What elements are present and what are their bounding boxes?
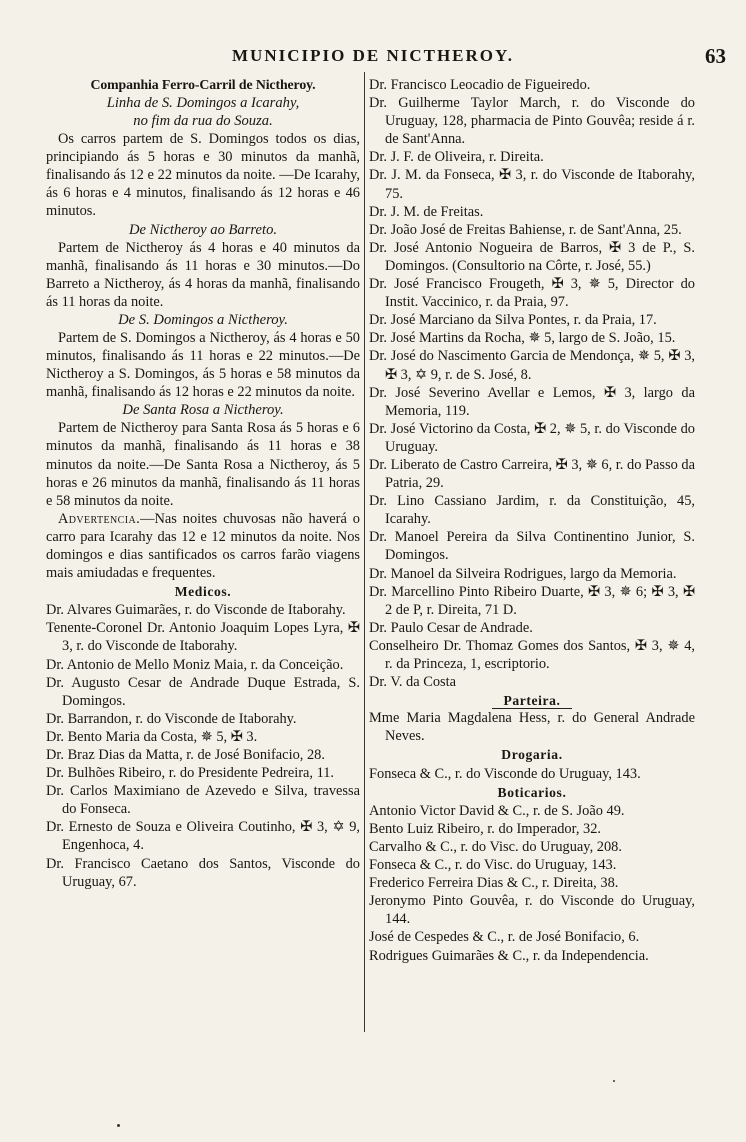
boticarios-list — [369, 802, 695, 965]
list-item: Frederico Ferreira Dias & C., r. Direita, 38. — [369, 875, 619, 892]
list-item: Dr. João José de Freitas Bahiense, r. de Sant'Anna, 25. — [369, 221, 682, 238]
list-item: Dr. José Marciano da Silva Pontes, r. da Praia, 17. — [369, 312, 657, 329]
list-item: Dr. Carlos Maximiano de Azevedo e Silva, travessa do Fonseca. — [46, 783, 360, 818]
parteira-list — [369, 709, 695, 745]
route-title: De Nictheroy ao Barreto. — [128, 221, 278, 238]
company-title: Companhia Ferro-Carril de Nictheroy. — [90, 77, 316, 92]
list-item: Dr. Antonio de Mello Moniz Maia, r. da Conceição. — [46, 656, 344, 673]
list-item: Antonio Victor David & C., r. de S. João 49. — [369, 802, 625, 819]
medicos-list — [46, 601, 360, 891]
list-item: Dr. Guilherme Taylor March, r. do Visconde do Uruguay, 128, pharmacia de Pinto Gouvêa; reside á r. de Sant'Anna. — [369, 95, 695, 148]
list-item: Carvalho & C., r. do Visc. do Uruguay, 208. — [369, 838, 622, 855]
list-item: José de Cespedes & C., r. de José Bonifacio, 6. — [369, 929, 640, 946]
right-column — [369, 76, 695, 965]
list-item: Mme Maria Magdalena Hess, r. do General Andrade Neves. — [369, 710, 695, 745]
page-number: 63 — [705, 44, 726, 68]
list-item: Dr. Paulo Cesar de Andrade. — [369, 619, 533, 636]
route-title: Linha de S. Domingos a Icarahy, — [106, 95, 300, 112]
list-item: Dr. J. F. de Oliveira, r. Direita. — [369, 149, 544, 166]
list-item: Dr. Barrandon, r. do Visconde de Itaborahy. — [46, 710, 297, 727]
list-item: Dr. J. M. de Freitas. — [369, 203, 484, 220]
list-item: Jeronymo Pinto Gouvêa, r. do Visconde do Uruguay, 144. — [369, 893, 695, 928]
advertencia-text: —Nas noites chuvosas não haverá o carro para Icarahy das 12 e 12 minutos da noite. Nos domingos e dias santificados os carros farão viagens mais amiudadas e frequentes. — [46, 510, 360, 582]
list-item: Dr. Francisco Leocadio de Figueiredo. — [369, 77, 591, 93]
advertencia-note — [46, 510, 360, 582]
list-item: Dr. Bento Maria da Costa, ✵ 5, ✠ 3. — [46, 728, 258, 745]
list-item: Dr. Manoel da Silveira Rodrigues, largo da Memoria. — [369, 565, 677, 582]
section-heading-parteira: Parteira. — [503, 693, 561, 709]
list-item: Dr. Francisco Caetano dos Santos, Visconde do Uruguay, 67. — [46, 855, 360, 890]
medicos-list-continued — [369, 76, 695, 691]
ink-speck — [613, 1080, 615, 1082]
route-title: De S. Domingos a Nictheroy. — [118, 311, 288, 328]
list-item: Dr. Liberato de Castro Carreira, ✠ 3, ✵ 6, r. do Passo da Patria, 29. — [369, 456, 695, 492]
list-item: Dr. Ernesto de Souza e Oliveira Coutinho, ✠ 3, ✡ 9, Engenhoca, 4. — [46, 819, 360, 854]
list-item: Dr. Braz Dias da Matta, r. de José Bonifacio, 28. — [46, 747, 325, 763]
running-title: MUNICIPIO DE NICTHEROY. — [232, 46, 514, 65]
list-item: Dr. Bulhões Ribeiro, r. do Presidente Pedreira, 11. — [46, 765, 335, 782]
list-item: Dr. José do Nascimento Garcia de Mendonça, ✵ 5, ✠ 3, ✠ 3, ✡ 9, r. de S. José, 8. — [369, 348, 695, 383]
route-title: De Santa Rosa a Nictheroy. — [122, 402, 284, 419]
list-item: Dr. Manoel Pereira da Silva Continentino Junior, S. Domingos. — [369, 529, 695, 564]
list-item: Dr. Augusto Cesar de Andrade Duque Estrada, S. Domingos. — [46, 674, 360, 709]
list-item: Dr. V. da Costa — [369, 674, 457, 691]
route-subtitle: no fim da rua do Souza. — [133, 113, 273, 130]
section-heading-medicos: Medicos. — [174, 584, 232, 600]
list-item: Rodrigues Guimarães & C., r. da Independencia. — [369, 947, 649, 964]
list-item: Tenente-Coronel Dr. Antonio Joaquim Lopes Lyra, ✠ 3, r. do Visconde de Itaborahy. — [46, 620, 360, 655]
list-item: Dr. José Francisco Frougeth, ✠ 3, ✵ 5, Director do Instit. Vaccinico, r. da Praia, 97. — [369, 276, 695, 311]
advertencia-label: Advertencia. — [58, 510, 141, 527]
route-text: Partem de Nictheroy para Santa Rosa ás 5 horas e 6 minutos da manhã, finalisando ás 11 horas e 38 minutos da noite.—De Santa Rosa a Nictheroy, ás 5 horas e 26 minutos da manhã, finalisando ás 11 horas e 58 minutos da noite. — [46, 420, 360, 509]
list-item: Fonseca & C., r. do Visc. do Uruguay, 143. — [369, 857, 617, 874]
section-heading-drogaria: Drogaria. — [501, 747, 563, 763]
list-item: Dr. José Antonio Nogueira de Barros, ✠ 3 de P., S. Domingos. (Consultorio na Côrte, r. José, 55.) — [369, 239, 695, 274]
list-item: Dr. José Severino Avellar e Lemos, ✠ 3, largo da Memoria, 119. — [369, 384, 695, 419]
drogaria-list — [369, 765, 695, 783]
ink-speck — [117, 1124, 120, 1127]
left-column — [46, 76, 360, 891]
list-item: Dr. Lino Cassiano Jardim, r. da Constituição, 45, Icarahy. — [369, 493, 695, 528]
page-header — [18, 46, 728, 70]
route-text: Os carros partem de S. Domingos todos os dias, principiando ás 5 horas e 30 minutos da manhã, finalisando ás 12 e 22 minutos da noite. —De Icarahy, ás 6 horas e 4 minutos, finalisando ás 12 horas e 46 minutos. — [46, 131, 360, 220]
list-item: Fonseca & C., r. do Visconde do Uruguay, 143. — [369, 765, 641, 782]
column-divider — [364, 72, 365, 1032]
list-item: Dr. Marcellino Pinto Ribeiro Duarte, ✠ 3, ✵ 6; ✠ 3, ✠ 2 de P, r. Direita, 71 D. — [369, 583, 695, 618]
list-item: Dr. J. M. da Fonseca, ✠ 3, r. do Visconde de Itaborahy, 75. — [369, 167, 695, 202]
list-item: Dr. Alvares Guimarães, r. do Visconde de Itaborahy. — [46, 602, 346, 619]
list-item: Dr. José Martins da Rocha, ✵ 5, largo de S. João, 15. — [369, 330, 676, 347]
route-text: Partem de Nictheroy ás 4 horas e 40 minutos da manhã, finalisando ás 11 horas e 30 minutos.—Do Barreto a Nictheroy, ás 4 horas da manhã, finalisando ás 11 horas da noite. — [46, 239, 360, 310]
list-item: Conselheiro Dr. Thomaz Gomes dos Santos, ✠ 3, ✵ 4, r. da Princeza, 1, escriptorio. — [369, 637, 695, 672]
list-item: Bento Luiz Ribeiro, r. do Imperador, 32. — [369, 820, 602, 837]
section-heading-boticarios: Boticarios. — [497, 784, 567, 800]
route-text: Partem de S. Domingos a Nictheroy, ás 4 horas e 50 minutos, finalisando ás 11 horas e 22 minutos.—De Nictheroy a S. Domingos, ás 5 horas e 58 minutos da manhã, finalisando ás 12 horas e 22 minutos da noite. — [46, 329, 360, 401]
list-item: Dr. José Victorino da Costa, ✠ 2, ✵ 5, r. do Visconde do Uruguay. — [369, 420, 695, 455]
